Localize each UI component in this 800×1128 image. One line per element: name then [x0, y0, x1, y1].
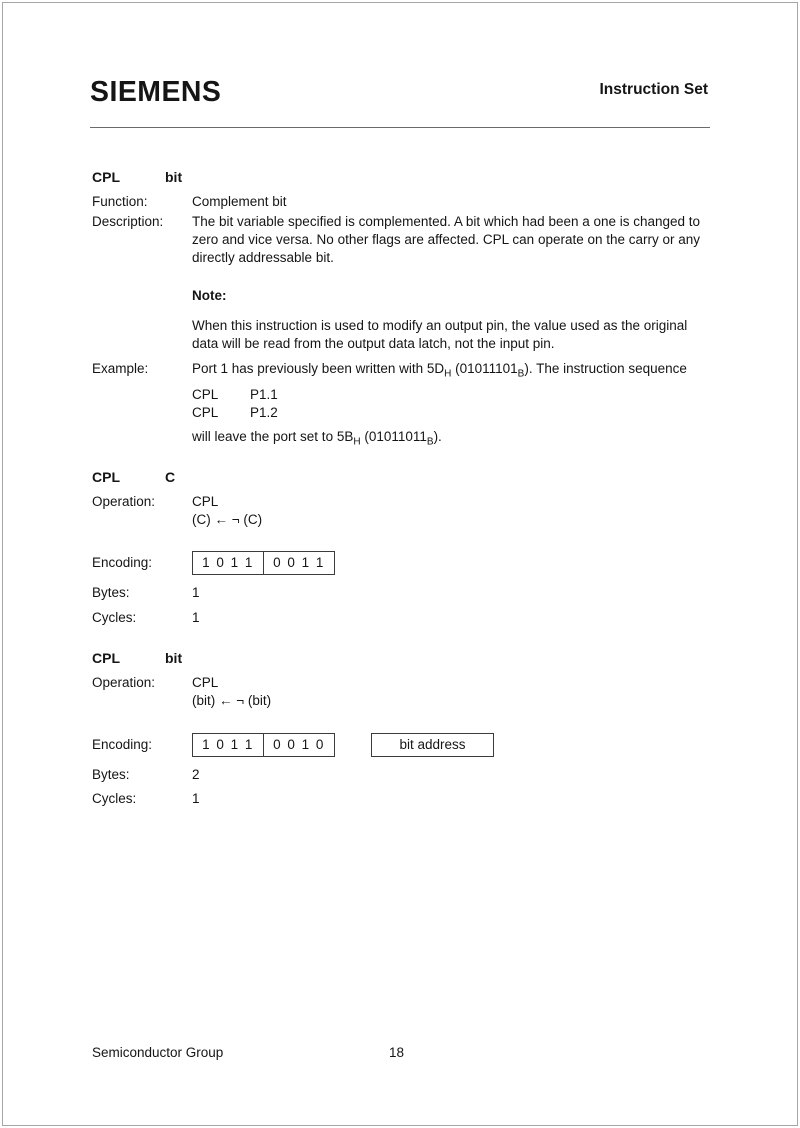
function-row	[92, 193, 707, 211]
operation-row	[92, 493, 707, 529]
example-code-block	[192, 386, 707, 422]
footer-group-name: Semiconductor Group	[92, 1045, 224, 1060]
code-mnemonic: CPL	[192, 387, 219, 402]
variant-operand: C	[165, 469, 176, 485]
bin-subscript: B	[426, 436, 434, 448]
hex-subscript: H	[444, 368, 452, 380]
footer-page-number: 18	[389, 1045, 405, 1060]
encoding-label: Encoding:	[92, 737, 153, 752]
cycles-row	[92, 609, 707, 627]
example-row	[92, 360, 707, 378]
opcode-nibble-low: 0 0 1 0	[263, 734, 334, 756]
bytes-value: 2	[192, 767, 200, 782]
variant-mnemonic: CPL	[92, 469, 120, 485]
function-value: Complement bit	[192, 194, 287, 209]
example-result-mid: (01011011	[360, 429, 427, 444]
example-label: Example:	[92, 361, 149, 376]
operation-value	[192, 493, 707, 529]
bit-address-box: bit address	[371, 733, 494, 757]
header-rule	[90, 127, 710, 128]
bytes-row	[92, 766, 707, 784]
example-result	[192, 428, 707, 446]
description-label: Description:	[92, 214, 164, 229]
code-line	[192, 386, 707, 404]
bytes-value: 1	[192, 585, 200, 600]
operation-row	[92, 674, 707, 710]
variant-heading	[92, 468, 707, 486]
cycles-label: Cycles:	[92, 791, 137, 806]
operation-label: Operation:	[92, 675, 156, 690]
cycles-label: Cycles:	[92, 610, 137, 625]
cycles-value: 1	[192, 610, 200, 625]
description-row	[92, 213, 707, 267]
siemens-logo: SIEMENS	[90, 76, 222, 108]
note-text: When this instruction is used to modify an output pin, the value used as the original data will be read from the output data latch, not the input pin.	[192, 318, 688, 351]
opcode-box	[192, 733, 335, 757]
example-intro-pre: Port 1 has previously been written with 5D	[192, 361, 445, 376]
function-label: Function:	[92, 194, 148, 209]
example-intro	[192, 360, 707, 378]
encoding-label: Encoding:	[92, 555, 153, 570]
cycles-row	[92, 790, 707, 808]
example-result-pre: will leave the port set to 5B	[192, 429, 354, 444]
code-mnemonic: CPL	[192, 405, 219, 420]
bytes-label: Bytes:	[92, 767, 130, 782]
instruction-operand: bit	[165, 169, 183, 185]
operation-line: CPL	[192, 675, 219, 690]
opcode-nibble-high: 1 0 1 1	[202, 555, 254, 570]
encoding-row	[92, 733, 707, 757]
code-operand: P1.2	[250, 405, 278, 420]
operation-label: Operation:	[92, 494, 156, 509]
operation-line: (bit) ← ¬ (bit)	[192, 693, 272, 708]
encoding-row	[92, 551, 707, 575]
operation-line: (C) ← ¬ (C)	[192, 512, 263, 527]
instruction-mnemonic: CPL	[92, 169, 120, 185]
variant-heading	[92, 649, 707, 667]
operation-value	[192, 674, 707, 710]
header-title: Instruction Set	[599, 81, 708, 98]
example-intro-mid: (01011101	[451, 361, 518, 376]
opcode-nibble-high: 1 0 1 1	[202, 737, 254, 752]
code-line	[192, 404, 707, 422]
description-value: The bit variable specified is complemented. A bit which had been a one is changed to zero and vice versa. No other flags are affected. CPL can operate on the carry or any directly addressable bit.	[192, 214, 701, 265]
instruction-heading	[92, 168, 707, 186]
opcode-box	[192, 551, 335, 575]
example-intro-post: ). The instruction sequence	[524, 361, 687, 376]
example-result-post: ).	[433, 429, 442, 444]
hex-subscript: H	[353, 436, 361, 448]
code-operand: P1.1	[250, 387, 278, 402]
bytes-row	[92, 584, 707, 602]
opcode-nibble-low: 0 0 1 1	[263, 552, 334, 574]
operation-line: CPL	[192, 494, 219, 509]
note-label: Note:	[192, 288, 227, 303]
variant-operand: bit	[165, 650, 183, 666]
bin-subscript: B	[517, 368, 525, 380]
cycles-value: 1	[192, 791, 200, 806]
bytes-label: Bytes:	[92, 585, 130, 600]
variant-mnemonic: CPL	[92, 650, 120, 666]
